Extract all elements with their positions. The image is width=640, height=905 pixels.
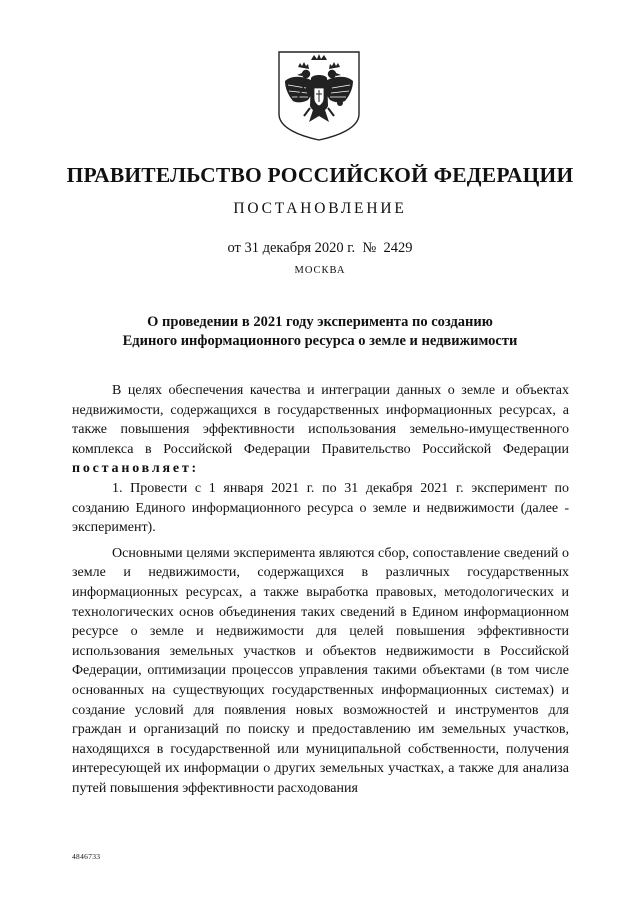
- document-title: [60, 313, 580, 351]
- title-line-1: О проведении в 2021 году эксперимента по созданию: [147, 314, 493, 330]
- title-line-2: Единого информационного ресурса о земле и недвижимости: [122, 333, 518, 349]
- coat-of-arms-icon: [276, 50, 362, 142]
- preamble-text: В целях обеспечения качества и интеграции данных о земле и объектах недвижимости, содержащихся в государственных информационных ресурсах, а также повышения эффективности использования земельно-имущественного комплекса в Российской Федерации Правительство Российской Федерации: [72, 383, 569, 457]
- document-type: ПОСТАНОВЛЕНИЕ: [233, 200, 407, 217]
- paragraph-preamble: [72, 381, 569, 479]
- date-number-line: от 31 декабря 2020 г. № 2429: [227, 240, 413, 256]
- document-body: [72, 381, 569, 798]
- city-name: МОСКВА: [294, 265, 346, 276]
- paragraph-item-1: 1. Провести с 1 января 2021 г. по 31 декабря 2021 г. эксперимент по созданию Единого информационного ресурса о земле и недвижимости (далее - эксперимент).: [72, 480, 569, 536]
- resolves-word: постановляет:: [72, 461, 200, 477]
- government-name: ПРАВИТЕЛЬСТВО РОССИЙСКОЙ ФЕДЕРАЦИИ: [66, 163, 574, 187]
- document-code: 4846733: [72, 852, 101, 861]
- paragraph-goals: Основными целями эксперимента являются сбор, сопоставление сведений о земле и недвижимости, содержащихся в различных государственных информационных ресурсах, а также выработка правовых, методологических и технологических основ объединения таких сведений в Едином информационном ресурсе о земле и недвижимости для целей повышения эффективности использования земельных участков и объектов недвижимости в Российской Федерации, оптимизации процессов управления такими объектами (в том числе основанных на существующих государственных информационных системах) и создание условий для появления новых возможностей и инструментов для граждан и организаций по поиску и предоставлению им земельных участков, находящихся в государственной или муниципальной собственности, получения интересующей их информации о других земельных участках, а также для анализа путей повышения эффективности расходования: [72, 545, 569, 796]
